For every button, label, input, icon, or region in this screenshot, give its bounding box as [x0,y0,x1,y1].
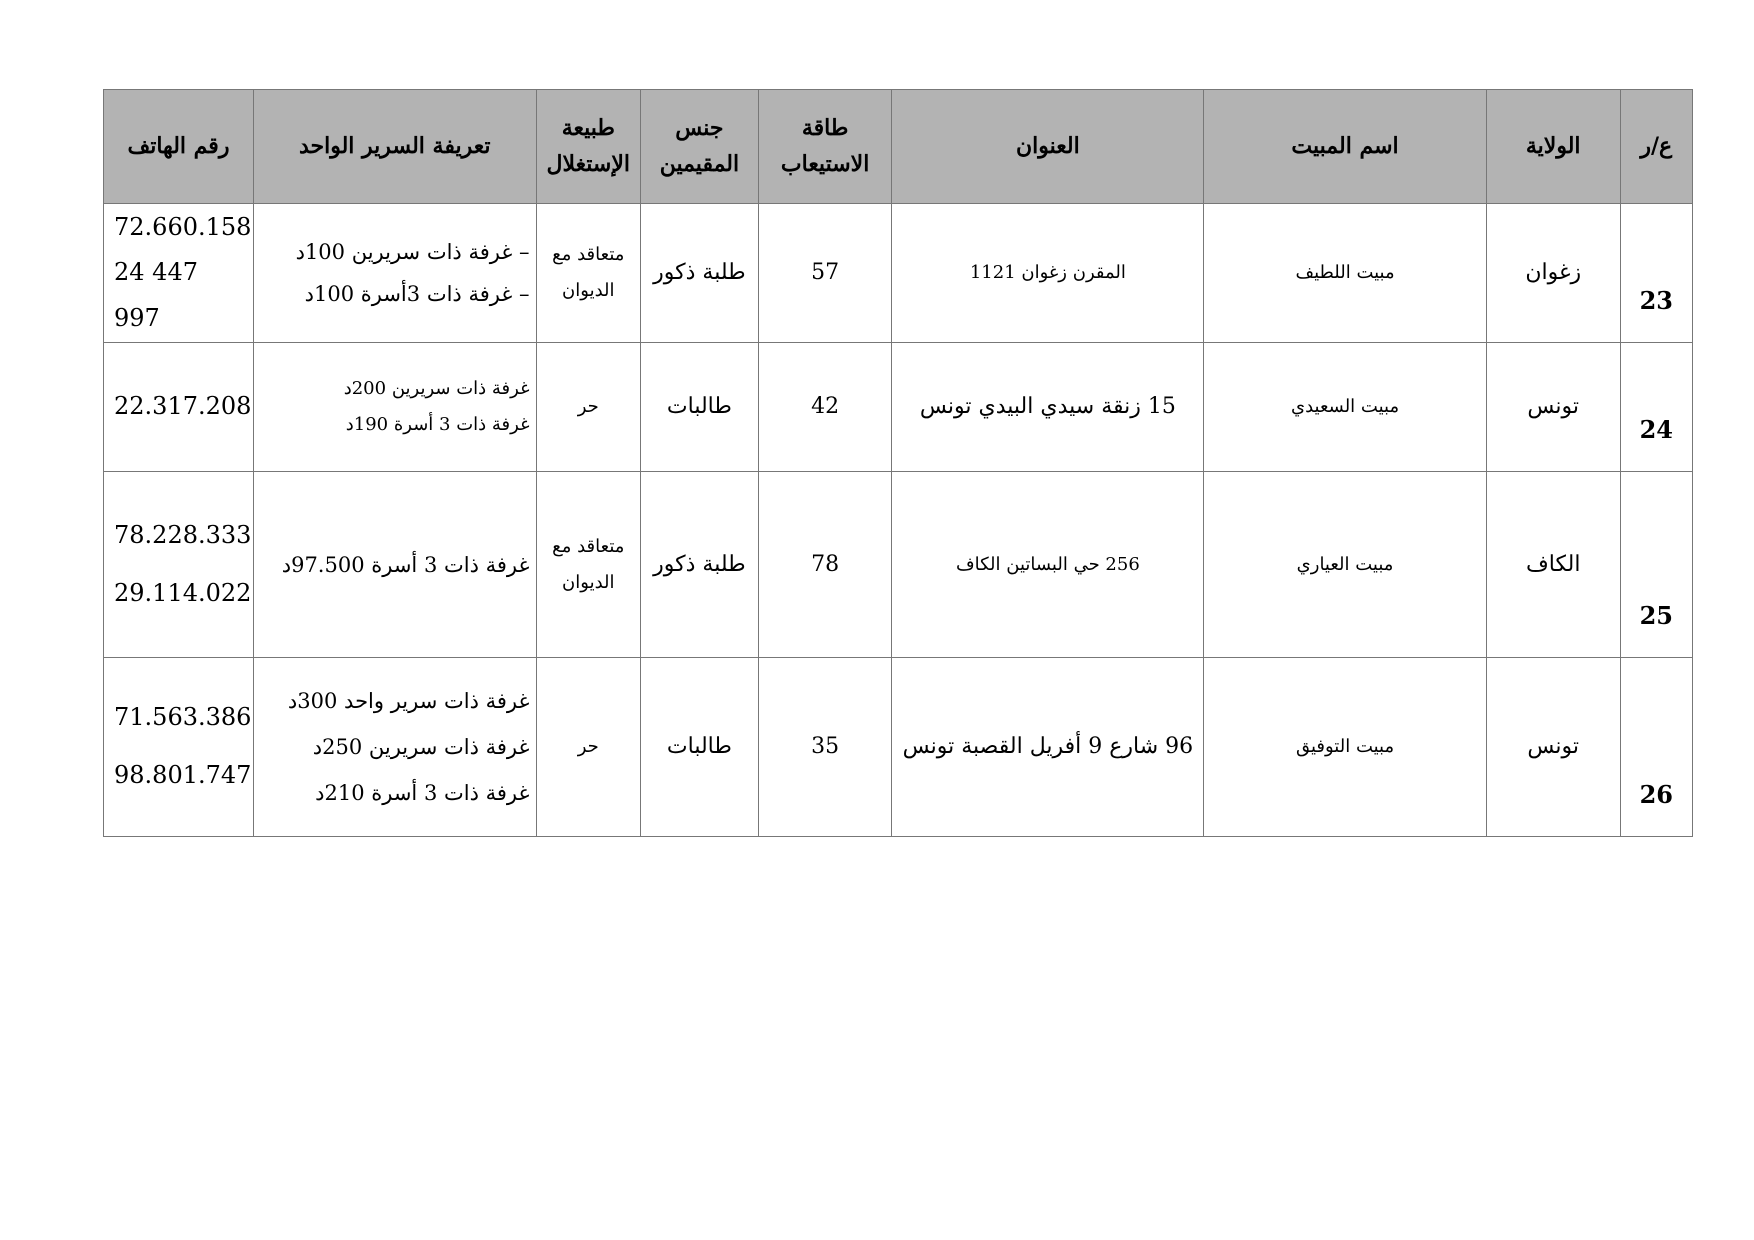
header-name: اسم المبيت [1204,90,1487,204]
phone-number: 24 447 997 [114,258,198,332]
rate-line: – غرفة ذات 3أسرة 100د [304,282,530,306]
row-name: مبيت اللطيف [1204,204,1487,343]
header-address: العنوان [892,90,1204,204]
rate-line: غرفة ذات سرير واحد 300د [287,688,530,713]
header-gender-line2: المقيمين [659,150,740,177]
row-governorate: تونس [1486,343,1620,472]
row-rate [253,343,536,472]
row-address: 256 حي البساتين الكاف [892,472,1204,658]
header-rate: تعريفة السرير الواحد [253,90,536,204]
row-type [536,204,641,343]
header-capacity-line1: طاقة [801,115,849,142]
row-address: 15 زنقة سيدي البيدي تونس [892,343,1204,472]
row-type-line2: الديوان [562,571,615,593]
table-header-row [104,90,1693,204]
row-gender: طلبة ذكور [641,204,759,343]
row-capacity: 35 [758,658,892,837]
row-rate [253,658,536,837]
table-row [104,204,1693,343]
row-type-line1: متعاقد مع [552,535,625,557]
row-capacity: 42 [758,343,892,472]
row-num: 23 [1620,204,1692,343]
header-type [536,90,641,204]
row-governorate: زغوان [1486,204,1620,343]
row-type [536,472,641,658]
rate-line: غرفة ذات 3 أسرة 190د [345,414,530,435]
dormitory-table [103,89,1693,837]
header-num: ع/ر [1620,90,1692,204]
row-governorate: تونس [1486,658,1620,837]
row-type-line2: الديوان [562,280,615,301]
header-capacity [758,90,892,204]
row-type: حر [536,343,641,472]
phone-number: 72.660.158 [114,212,252,241]
rate-line: غرفة ذات 3 أسرة 97.500د [281,552,530,577]
row-num: 26 [1620,658,1692,837]
header-gender-line1: جنس [675,115,724,142]
rate-line: غرفة ذات 3 أسرة 210د [315,781,530,806]
row-rate [253,204,536,343]
row-governorate: الكاف [1486,472,1620,658]
header-type-line2: الإستغلال [546,150,631,177]
header-type-line1: طبيعة [561,115,615,142]
row-name: مبيت التوفيق [1204,658,1487,837]
table-row [104,472,1693,658]
dormitory-table-container [103,89,1693,837]
row-address: 96 شارع 9 أفريل القصبة تونس [892,658,1204,837]
rate-line: غرفة ذات سريرين 250د [312,734,530,759]
row-phone [104,658,254,837]
row-num: 24 [1620,343,1692,472]
row-gender: طالبات [641,658,759,837]
phone-number: 29.114.022 [114,578,252,607]
row-gender: طلبة ذكور [641,472,759,658]
row-phone [104,472,254,658]
row-phone [104,204,254,343]
row-name: مبيت العياري [1204,472,1487,658]
row-type-line1: متعاقد مع [552,244,625,265]
row-capacity: 78 [758,472,892,658]
row-phone [104,343,254,472]
header-phone: رقم الهاتف [104,90,254,204]
rate-line: غرفة ذات سريرين 200د [343,378,530,399]
header-capacity-line2: الاستيعاب [780,150,870,177]
row-gender: طالبات [641,343,759,472]
row-num: 25 [1620,472,1692,658]
row-address: المقرن زغوان 1121 [892,204,1204,343]
table-row [104,658,1693,837]
row-rate [253,472,536,658]
phone-number: 22.317.208 [114,392,252,421]
row-name: مبيت السعيدي [1204,343,1487,472]
phone-number: 78.228.333 [114,520,252,549]
table-row [104,343,1693,472]
header-gender [641,90,759,204]
phone-number: 71.563.386 [114,703,252,732]
header-governorate: الولاية [1486,90,1620,204]
rate-line: – غرفة ذات سريرين 100د [295,240,530,264]
row-capacity: 57 [758,204,892,343]
phone-number: 98.801.747 [114,761,252,789]
row-type: حر [536,658,641,837]
